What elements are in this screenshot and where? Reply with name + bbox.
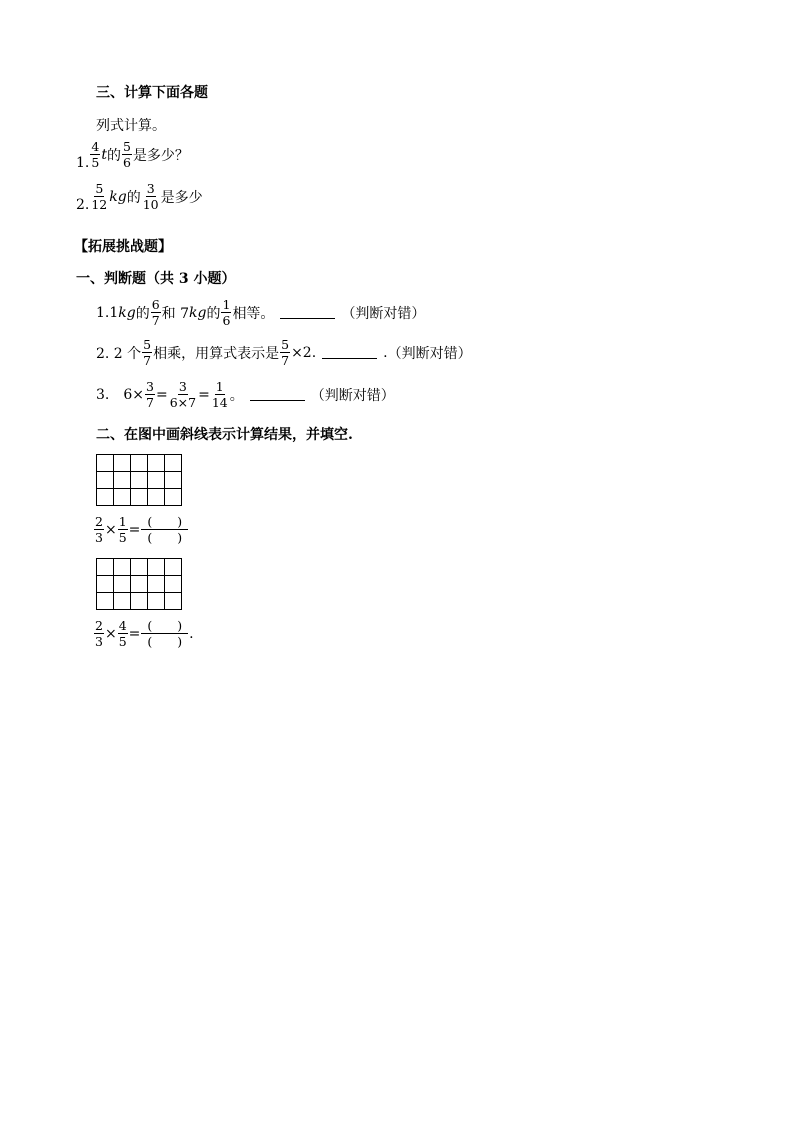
challenge-title: 【拓展挑战题】: [74, 239, 172, 255]
section-title-3: 三、计算下面各题: [96, 85, 208, 101]
judge-question-3: 3. 6× $\frac{3}{7}$ = $\frac{3}{6\times 7}$ = $\frac{1}{14}$ 。 （判断对错）: [96, 379, 395, 411]
judge-question-1: 1.1 kg 的 $\frac{6}{7}$ 和 7 kg 的 $\frac{1}{6}$ 相等。 （判断对错）: [96, 297, 426, 329]
fraction: $\frac{1}{6}$: [222, 297, 231, 329]
expression-2: $\frac{2}{3}$ × $\frac{4}{5}$ = $\frac{( )}{( )}$ .: [95, 618, 194, 650]
expression-1: $\frac{2}{3}$ × $\frac{1}{5}$ = $\frac{( )}{( )}$: [93, 514, 189, 545]
fraction: $\frac{4}{5}$: [91, 139, 100, 171]
fraction: $\frac{5}{7}$: [143, 337, 152, 369]
answer-blank[interactable]: [250, 388, 305, 401]
shading-grid-2[interactable]: [96, 558, 182, 610]
answer-blank[interactable]: [280, 306, 335, 319]
fraction: $\frac{5}{6}$: [122, 139, 131, 171]
fraction: $\frac{5}{7}$: [281, 337, 290, 369]
judge-section-title: 一、判断题（共 3 小题）: [76, 271, 236, 287]
fraction: $\frac{2}{3}$: [95, 618, 103, 650]
fraction: $\frac{1}{14}$: [211, 379, 228, 411]
answer-blank[interactable]: [322, 346, 377, 359]
question-2: 2. $\frac{5}{12}$ kg 的 $\frac{3}{10}$ 是多少: [76, 181, 203, 214]
fraction: $\frac{3}{6\times 7}$: [169, 379, 197, 411]
unit: t: [101, 146, 107, 163]
fraction: $\frac{3}{10}$: [142, 181, 159, 213]
fraction: $\frac{2}{3}$: [95, 514, 103, 546]
fraction: $\frac{3}{7}$: [146, 379, 154, 411]
fraction: $\frac{1}{5}$: [118, 514, 127, 546]
question-1: 1. $\frac{4}{5}$ t 的 $\frac{5}{6}$ 是多少？: [76, 139, 189, 172]
fraction: $\frac{4}{5}$: [118, 618, 127, 650]
fraction: $\frac{6}{7}$: [151, 297, 160, 329]
shading-grid-1[interactable]: [96, 454, 182, 506]
fraction: $\frac{5}{12}$: [91, 181, 108, 213]
answer-fraction[interactable]: $\frac{( )}{( )}$: [141, 618, 188, 649]
answer-fraction[interactable]: $\frac{( )}{( )}$: [141, 514, 188, 545]
judge-question-2: 2. 2 个 $\frac{5}{7}$ 相乘，用算式表示是 $\frac{5}{7}$ ×2. . （判断对错）: [96, 337, 472, 369]
question-number: 2.: [76, 197, 90, 214]
unit: kg: [109, 188, 127, 205]
draw-section-title: 二、在图中画斜线表示计算结果，并填空.: [96, 427, 353, 443]
instruction: 列式计算。: [96, 118, 166, 134]
question-number: 1.: [76, 155, 90, 172]
